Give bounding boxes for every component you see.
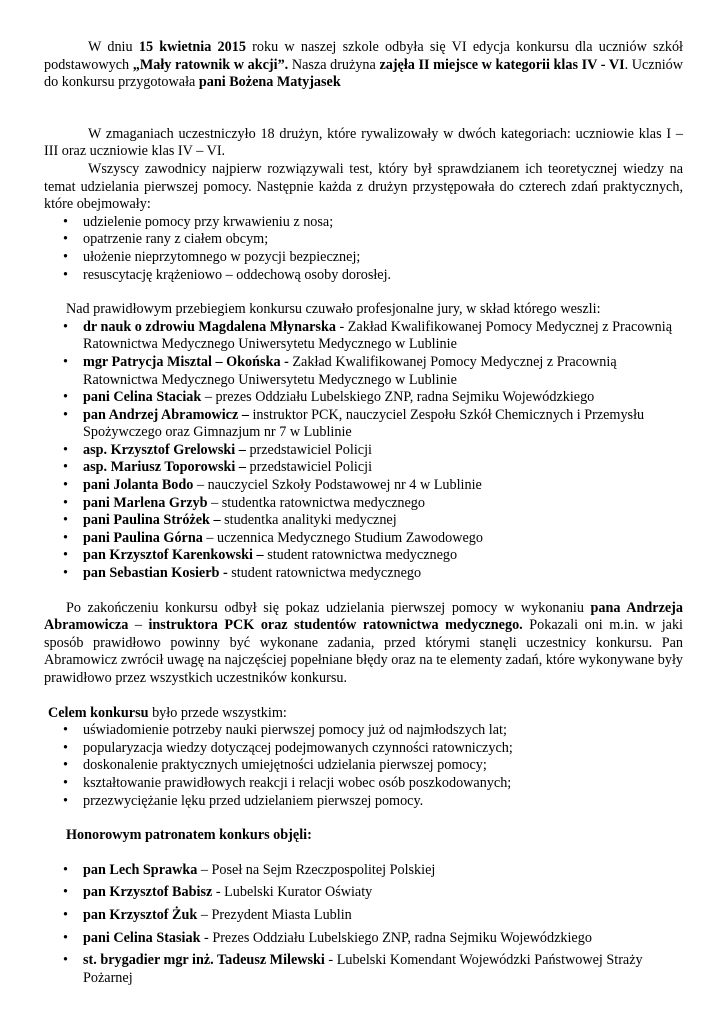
tasks-list: [44, 214, 683, 284]
intro-paragraph: [44, 39, 683, 92]
intro-text: roku w naszej szkole odbyła się VI edycja konkursu dla uczniów szkół podstawowych: [44, 39, 683, 73]
instructor-name: pana Andrzeja Abramowicza: [44, 599, 684, 634]
bullet-icon: •: [63, 512, 68, 529]
test-paragraph: Wszyscy zawodnicy najpierw rozwiązywali test, który był sprawdzianem ich teoretycznej wiedzy na temat udzielania pierwszej pomocy. Następnie każda z drużyn przystępowała do czterech zdań praktycznych, które obejmowały:: [44, 160, 683, 213]
goal-heading: Celem konkursu: [48, 704, 149, 721]
list-item: • doskonalenie praktycznych umiejętności udzielania pierwszej pomocy;: [63, 757, 487, 774]
instructor-role: instruktora PCK oraz studentów ratownictwa medycznego.: [148, 617, 523, 634]
bullet-icon: •: [63, 213, 68, 230]
bullet-icon: •: [63, 459, 68, 476]
list-item: • przezwyciężanie lęku przed udzielaniem pierwszej pomocy.: [63, 792, 424, 809]
bullet-icon: •: [63, 248, 68, 265]
list-item: • opatrzenie rany z ciałem obcym;: [63, 231, 269, 248]
list-item: • pan Krzysztof Karenkowski – student ratownictwa medycznego: [63, 547, 458, 564]
intro-text: Nasza drużyna: [288, 56, 380, 73]
teacher-name: pani Bożena Matyjasek: [198, 74, 341, 91]
list-item: • kształtowanie prawidłowych reakcji i relacji wobec osób poszkodowanych;: [63, 774, 512, 791]
bullet-icon: •: [63, 929, 68, 946]
list-item: • pan Andrzej Abramowicz – instruktor PCK, nauczyciel Zespołu Szkół Chemicznych i Przemysłu Spożywczego oraz Gimnazjum nr 7 w Lublinie: [63, 406, 645, 441]
list-item: • pani Celina Stasiak - Prezes Oddziału Lubelskiego ZNP, radna Sejmiku Wojewódzkiego: [63, 929, 592, 946]
patronage-heading: Honorowym patronatem konkurs objęli:: [66, 827, 312, 844]
bullet-icon: •: [63, 353, 68, 370]
jury-intro: Nad prawidłowym przebiegiem konkursu czuwało profesjonalne jury, w skład którego weszli:: [66, 301, 601, 318]
bullet-icon: •: [63, 547, 68, 564]
bullet-icon: •: [63, 861, 68, 878]
bullet-icon: •: [63, 477, 68, 494]
list-item: • pani Paulina Górna – uczennica Medycznego Studium Zawodowego: [63, 529, 483, 546]
list-item: • pan Sebastian Kosierb - student ratownictwa medycznego: [63, 565, 422, 582]
bullet-icon: •: [63, 722, 68, 739]
team-result: zajęła II miejsce w kategorii klas IV - VI: [379, 56, 625, 73]
intro-text: . Uczniów do konkursu przygotowała: [44, 56, 683, 91]
list-item: • dr nauk o zdrowiu Magdalena Młynarska - Zakład Kwalifikowanej Pomocy Medycznej z Pracownią Ratownictwa Medycznego Uniwersytetu Medycznego w Lublinie: [63, 318, 672, 353]
bullet-icon: •: [63, 906, 68, 923]
bullet-icon: •: [63, 792, 68, 809]
list-item: • asp. Mariusz Toporowski – przedstawiciel Policji: [63, 459, 373, 476]
list-item: • popularyzacja wiedzy dotyczącej podejmowanych czynności ratowniczych;: [63, 739, 513, 756]
bullet-icon: •: [63, 266, 68, 283]
list-item: • pani Marlena Grzyb – studentka ratownictwa medycznego: [63, 494, 425, 511]
bullet-icon: •: [63, 757, 68, 774]
list-item: • uświadomienie potrzeby nauki pierwszej pomocy już od najmłodszych lat;: [63, 722, 507, 739]
show-paragraph: Po zakończeniu konkursu odbył się pokaz udzielania pierwszej pomocy w wykonaniu pana Andrzeja Abramowicza – instruktora PCK oraz studentów ratownictwa medycznego. Pokazali oni m.in. w jaki sposób prawidłowo powinny być wykonane zadania, przed którymi stanęli uczestnicy konkursu. Pan Abramowicz zwrócił uwagę na najczęściej popełniane błędy oraz na te elementy zadań, które wykonywane były prawidłowo przez wszystkich uczestników konkursu.: [44, 599, 684, 686]
patrons-list: [44, 862, 683, 988]
intro-text: W dniu: [88, 39, 139, 55]
bullet-icon: •: [63, 406, 68, 423]
list-item: • udzielenie pomocy przy krwawieniu z nosa;: [63, 213, 334, 230]
goals-list: [44, 722, 683, 810]
bullet-icon: •: [63, 318, 68, 335]
bullet-icon: •: [63, 774, 68, 791]
bullet-icon: •: [63, 231, 68, 248]
goal-intro: Celem konkursu było przede wszystkim:: [48, 704, 287, 721]
bullet-icon: •: [63, 389, 68, 406]
bullet-icon: •: [63, 529, 68, 546]
bullet-icon: •: [63, 565, 68, 582]
bullet-icon: •: [63, 441, 68, 458]
bullet-icon: •: [63, 739, 68, 756]
list-item: • resuscytację krążeniowo – oddechową osoby dorosłej.: [63, 266, 392, 283]
bullet-icon: •: [63, 884, 68, 901]
bullet-icon: •: [63, 952, 68, 969]
list-item: • pani Paulina Stróżek – studentka analityki medycznej: [63, 512, 397, 529]
list-item: • mgr Patrycja Misztal – Okońska - Zakład Kwalifikowanej Pomocy Medycznej z Pracownią Ratownictwa Medycznego Uniwersytetu Medycznego w Lublinie: [63, 353, 617, 388]
list-item: • st. brygadier mgr inż. Tadeusz Milewski - Lubelski Komendant Wojewódzki Państwowej Straży Pożarnej: [63, 952, 643, 986]
list-item: • pan Krzysztof Babisz - Lubelski Kurator Oświaty: [63, 884, 373, 901]
list-item: • pan Krzysztof Żuk – Prezydent Miasta Lublin: [63, 906, 352, 923]
event-date: 15 kwietnia 2015: [138, 39, 246, 55]
bullet-icon: •: [63, 494, 68, 511]
list-item: • ułożenie nieprzytomnego w pozycji bezpiecznej;: [63, 248, 361, 265]
list-item: • pan Lech Sprawka – Poseł na Sejm Rzeczpospolitej Polskiej: [63, 861, 436, 878]
list-item: • pani Celina Staciak – prezes Oddziału Lubelskiego ZNP, radna Sejmiku Wojewódzkiego: [63, 389, 595, 406]
list-item: • asp. Krzysztof Grelowski – przedstawiciel Policji: [63, 441, 372, 458]
jury-list: [44, 319, 683, 583]
list-item: • pani Jolanta Bodo – nauczyciel Szkoły Podstawowej nr 4 w Lublinie: [63, 477, 482, 494]
teams-paragraph: W zmaganiach uczestniczyło 18 drużyn, które rywalizowały w dwóch kategoriach: uczniowie klas I – III oraz uczniowie klas IV – VI.: [44, 125, 683, 160]
contest-name: „Mały ratownik w akcji”.: [132, 56, 289, 73]
